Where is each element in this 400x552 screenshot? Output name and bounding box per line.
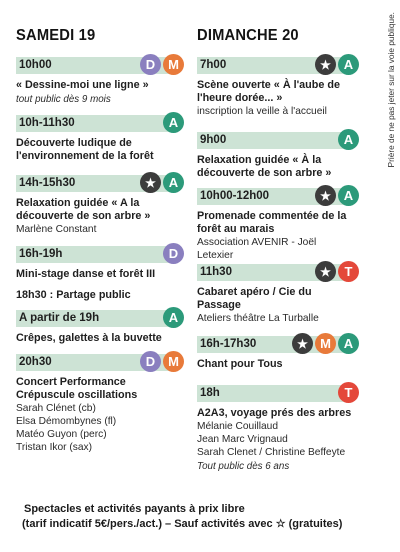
event-detail: inscription la veille à l'accueil [197, 106, 327, 117]
vertical-note [376, 12, 394, 212]
event-detail: Mélanie Couillaud [197, 421, 278, 432]
badge-m: M [163, 54, 184, 75]
star-icon: ★ [315, 54, 336, 75]
event-detail: Elsa Démombynes (fl) [16, 416, 117, 427]
badge-a: A [338, 185, 359, 206]
time-bar [197, 57, 353, 74]
day-title-saturday: SAMEDI 19 [16, 27, 96, 44]
day-title-sunday: DIMANCHE 20 [197, 27, 299, 44]
event-sunday-4 [197, 336, 353, 371]
time-bar [197, 264, 353, 281]
time-bar [197, 336, 353, 353]
event-time: 10h00 [19, 59, 52, 71]
event-detail: Sarah Clénet (cb) [16, 403, 96, 414]
event-detail: Sarah Clenet / Christine Beffeyte [197, 447, 346, 458]
event-sunday-0 [197, 57, 353, 118]
event-detail: Association AVENIR - Joël Letexier [197, 237, 317, 261]
event-title: Cabaret apéro / Cie du Passage [197, 286, 312, 311]
event-detail: Ateliers théâtre La Turballe [197, 313, 319, 324]
vertical-note-text: Prière de ne pas jeter sur la voie publique. [386, 12, 396, 168]
event-audience: tout public dès 9 mois [16, 94, 111, 105]
event-detail: Tristan Ikor (sax) [16, 442, 93, 453]
badge-d: D [163, 243, 184, 264]
event-sunday-2 [197, 188, 353, 262]
event-time: 20h30 [19, 356, 52, 368]
footer-line-2: (tarif indicatif 5€/pers./act.) – Sauf activités avec ☆ (gratuites) [22, 518, 343, 530]
badge-group [163, 243, 184, 264]
event-sunday-5 [197, 385, 353, 473]
event-detail: Jean Marc Vrignaud [197, 434, 288, 445]
badge-a: A [338, 54, 359, 75]
event-subtitle: 18h30 : Partage public [16, 289, 131, 301]
badge-group [315, 261, 359, 282]
badge-a: A [163, 172, 184, 193]
badge-group [140, 54, 184, 75]
star-icon: ★ [140, 172, 161, 193]
event-audience: Tout public dès 6 ans [197, 461, 290, 472]
time-bar [16, 115, 178, 132]
event-saturday-2 [16, 175, 178, 236]
footer-line-1: Spectacles et activités payants à prix libre [24, 503, 245, 515]
event-title: Scène ouverte « À l'aube de l'heure dorée... » [197, 79, 340, 104]
time-bar [197, 188, 353, 205]
badge-a: A [338, 333, 359, 354]
event-title: « Dessine-moi une ligne » [16, 79, 149, 91]
time-bar [197, 385, 353, 402]
badge-group [140, 351, 184, 372]
event-sunday-1 [197, 132, 353, 180]
event-title: Promenade commentée de la forêt au marais [197, 210, 347, 235]
event-time: A partir de 19h [19, 312, 100, 324]
event-saturday-3 [16, 246, 178, 302]
event-detail: Matéo Guyon (perc) [16, 429, 107, 440]
badge-group [338, 382, 359, 403]
event-time: 14h-15h30 [19, 177, 76, 189]
event-title: Mini-stage danse et forêt III [16, 268, 156, 280]
event-saturday-5 [16, 354, 178, 454]
badge-group [315, 54, 359, 75]
badge-group [163, 307, 184, 328]
badge-a: A [163, 112, 184, 133]
badge-t: T [338, 382, 359, 403]
event-saturday-0 [16, 57, 178, 106]
badge-a: A [338, 129, 359, 150]
badge-d: D [140, 54, 161, 75]
event-detail: Marlène Constant [16, 224, 97, 235]
event-sunday-3 [197, 264, 353, 325]
event-title: Découverte ludique de l'environnement de la forêt [16, 137, 154, 162]
badge-a: A [163, 307, 184, 328]
badge-group [338, 129, 359, 150]
event-title: Relaxation guidée « A la découverte de son arbre » [16, 197, 151, 222]
badge-group [315, 185, 359, 206]
star-icon: ★ [315, 261, 336, 282]
time-bar [16, 57, 178, 74]
badge-m: M [163, 351, 184, 372]
event-time: 11h30 [200, 266, 232, 278]
event-title: Crêpes, galettes à la buvette [16, 332, 162, 344]
badge-group [163, 112, 184, 133]
event-title: A2A3, voyage prés des arbres [197, 407, 352, 419]
event-title: Chant pour Tous [197, 358, 283, 370]
star-icon: ★ [315, 185, 336, 206]
time-bar [16, 310, 178, 327]
event-time: 10h-11h30 [19, 117, 75, 129]
star-icon: ★ [292, 333, 313, 354]
footer [22, 502, 372, 532]
event-time: 16h-17h30 [200, 338, 257, 350]
event-saturday-4 [16, 310, 178, 345]
event-time: 7h00 [200, 59, 227, 71]
badge-t: T [338, 261, 359, 282]
time-bar [16, 246, 178, 263]
badge-group [292, 333, 359, 354]
time-bar [16, 175, 178, 192]
event-time: 18h [200, 387, 220, 399]
event-title: Concert Performance Crépuscule oscillations [16, 376, 138, 401]
badge-m: M [315, 333, 336, 354]
event-time: 10h00-12h00 [200, 190, 270, 202]
event-time: 9h00 [200, 134, 227, 146]
event-time: 16h-19h [19, 248, 63, 260]
badge-group [140, 172, 184, 193]
time-bar [197, 132, 353, 149]
badge-d: D [140, 351, 161, 372]
event-saturday-1 [16, 115, 178, 163]
time-bar [16, 354, 178, 371]
event-title: Relaxation guidée « À la découverte de son arbre » [197, 154, 332, 179]
